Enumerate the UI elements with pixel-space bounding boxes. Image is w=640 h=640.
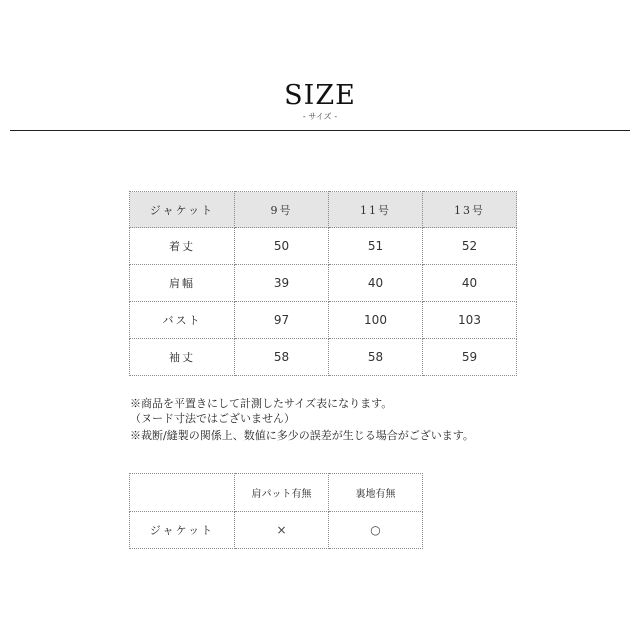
table-cell: 52 [423,228,517,265]
row-label: 肩幅 [130,265,235,302]
page-title: SIZE [284,80,356,111]
row-label: 着丈 [130,228,235,265]
table-row [130,228,517,265]
option-table [129,473,423,549]
size-table-header-cell: 11号 [329,192,423,228]
table-row [130,265,517,302]
table-cell: 97 [235,302,329,339]
table-cell: 51 [329,228,423,265]
option-table-header-row [130,474,423,512]
table-cell: 58 [235,339,329,376]
title-divider [10,130,630,131]
note-line: （ヌード寸法ではございません） [130,412,295,425]
size-table-header-cell: 9号 [235,192,329,228]
note-line: ※商品を平置きにして計測したサイズ表になります。 [130,397,393,410]
measurement-notes [130,396,474,443]
size-table [129,191,517,376]
page-subtitle: - サイズ - [302,112,338,121]
table-cell: 39 [235,265,329,302]
size-table-header-cell: 13号 [423,192,517,228]
option-table-header-cell [130,474,235,512]
size-table-header-cell: ジャケット [130,192,235,228]
note-line: ※裁断/縫製の関係上、数値に多少の誤差が生じる場合がございます。 [130,429,474,442]
option-table-header-cell: 肩パット有無 [235,474,329,512]
table-cell: × [235,512,329,549]
table-cell: 58 [329,339,423,376]
row-label: 袖丈 [130,339,235,376]
option-table-header-cell: 裏地有無 [329,474,423,512]
table-cell: 50 [235,228,329,265]
table-cell: 103 [423,302,517,339]
table-row [130,302,517,339]
table-cell: 40 [329,265,423,302]
row-label: バスト [130,302,235,339]
table-cell: 59 [423,339,517,376]
table-row [130,512,423,549]
size-table-header-row [130,192,517,228]
table-row [130,339,517,376]
table-cell: 40 [423,265,517,302]
table-cell: ○ [329,512,423,549]
row-label: ジャケット [130,512,235,549]
table-cell: 100 [329,302,423,339]
